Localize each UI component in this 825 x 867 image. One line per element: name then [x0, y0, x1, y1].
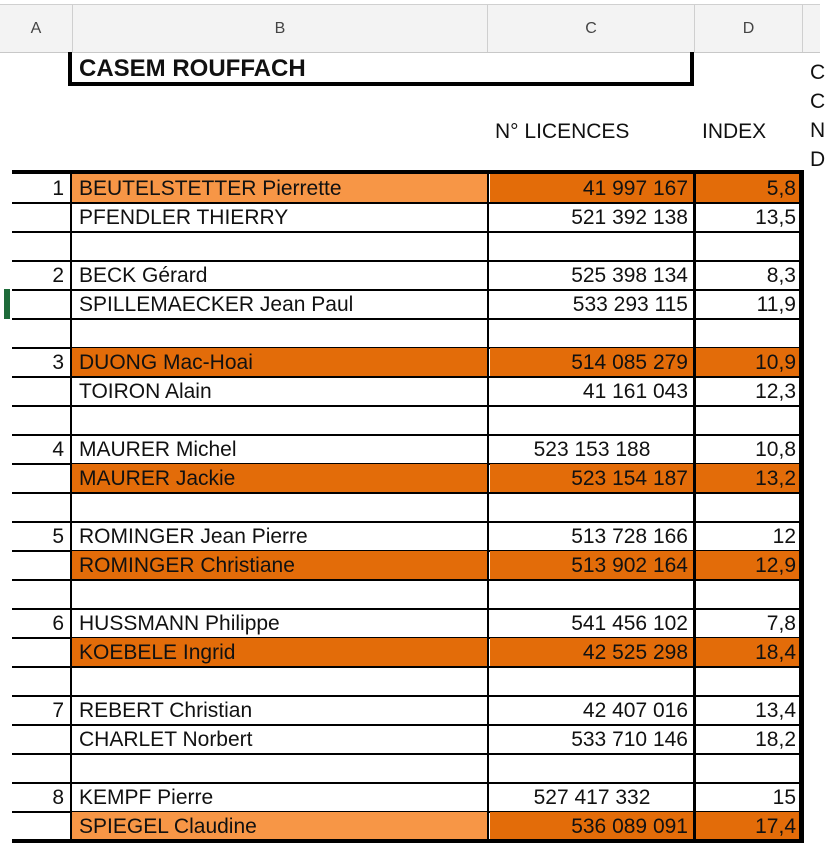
player-name-cell[interactable]: SPILLEMAECKER Jean Paul — [79, 293, 354, 316]
licence-cell[interactable]: 521 392 138 — [571, 206, 688, 229]
pair-number-cell[interactable]: 5 — [52, 525, 64, 548]
index-cell[interactable]: 11,9 — [756, 293, 796, 316]
pair-number-cell[interactable] — [12, 580, 70, 609]
index-cell[interactable]: 18,2 — [755, 728, 796, 751]
index-cell[interactable] — [696, 754, 800, 783]
pair-number-cell[interactable] — [12, 319, 70, 348]
pair-number-cell[interactable] — [12, 290, 70, 319]
licence-cell[interactable]: 41 161 043 — [582, 380, 688, 403]
licence-cell[interactable]: 536 089 091 — [571, 815, 688, 838]
licence-cell[interactable] — [490, 754, 694, 783]
index-cell[interactable] — [696, 232, 800, 261]
pair-number-cell[interactable] — [12, 406, 70, 435]
index-cell[interactable]: 7,8 — [766, 612, 796, 635]
pair-number-cell[interactable]: 7 — [52, 699, 64, 722]
pair-number-cell[interactable] — [12, 551, 70, 580]
index-cell[interactable]: 10,8 — [755, 438, 796, 461]
player-name-cell[interactable]: KEMPF Pierre — [79, 786, 214, 809]
player-name-cell[interactable]: ROMINGER Jean Pierre — [79, 525, 308, 548]
side-char: N — [810, 119, 825, 142]
licence-cell[interactable]: 513 902 164 — [571, 554, 688, 577]
index-cell[interactable] — [696, 493, 800, 522]
player-name-cell[interactable] — [79, 406, 488, 435]
pair-number-cell[interactable]: 8 — [52, 786, 64, 809]
index-cell[interactable]: 17,4 — [755, 815, 796, 838]
pair-number-cell[interactable]: 3 — [52, 351, 64, 374]
pair-number-cell[interactable] — [12, 754, 70, 783]
licence-cell[interactable] — [490, 667, 694, 696]
licences-header: N° LICENCES — [495, 120, 630, 143]
column-header-e[interactable] — [803, 5, 820, 52]
licence-cell[interactable]: 541 456 102 — [571, 612, 688, 635]
index-cell[interactable]: 5,8 — [766, 177, 796, 200]
licence-cell[interactable]: 533 710 146 — [571, 728, 688, 751]
player-name-cell[interactable]: SPIEGEL Claudine — [79, 815, 257, 838]
index-cell[interactable]: 10,9 — [755, 351, 796, 374]
table-top-border — [12, 170, 802, 174]
side-char: C — [810, 61, 825, 84]
side-char: D — [810, 148, 825, 171]
player-name-cell[interactable]: CHARLET Norbert — [79, 728, 253, 751]
column-header-d[interactable]: D — [695, 5, 803, 52]
index-cell[interactable] — [696, 319, 800, 348]
pair-number-cell[interactable] — [12, 493, 70, 522]
index-cell[interactable] — [696, 580, 800, 609]
pair-number-cell[interactable] — [12, 812, 70, 841]
column-header-b[interactable]: B — [73, 5, 488, 52]
index-cell[interactable]: 12,3 — [755, 380, 796, 403]
player-name-cell[interactable] — [79, 493, 488, 522]
licence-cell[interactable]: 41 997 167 — [582, 177, 688, 200]
player-name-cell[interactable]: PFENDLER THIERRY — [79, 206, 289, 229]
index-header: INDEX — [702, 120, 767, 143]
licence-cell[interactable]: 513 728 166 — [571, 525, 688, 548]
column-border — [487, 170, 489, 843]
licence-cell[interactable]: 514 085 279 — [571, 351, 688, 374]
player-name-cell[interactable]: TOIRON Alain — [79, 380, 212, 403]
player-name-cell[interactable]: DUONG Mac-Hoai — [79, 351, 253, 374]
column-header-bar — [0, 4, 820, 53]
side-char: C — [810, 90, 825, 113]
index-cell[interactable]: 15 — [772, 786, 796, 809]
licence-cell[interactable]: 523 154 187 — [571, 467, 688, 490]
table-bottom-border — [12, 839, 802, 843]
licence-cell[interactable] — [490, 493, 694, 522]
licence-cell[interactable] — [490, 319, 694, 348]
index-cell[interactable]: 12 — [772, 525, 796, 548]
player-name-cell[interactable]: REBERT Christian — [79, 699, 253, 722]
column-border — [70, 170, 72, 843]
index-cell[interactable] — [696, 667, 800, 696]
player-name-cell[interactable]: MAURER Michel — [79, 438, 237, 461]
licence-cell[interactable]: 533 293 115 — [572, 293, 688, 316]
pair-number-cell[interactable] — [12, 377, 70, 406]
player-name-cell[interactable] — [79, 232, 488, 261]
sheet-title: CASEM ROUFFACH — [79, 55, 306, 82]
pair-number-cell[interactable] — [12, 638, 70, 667]
pair-number-cell[interactable] — [12, 725, 70, 754]
player-name-cell[interactable] — [79, 580, 488, 609]
player-name-cell[interactable]: BEUTELSTETTER Pierrette — [79, 177, 342, 200]
row-selection-marker — [4, 289, 10, 319]
pair-number-cell[interactable]: 1 — [52, 177, 64, 200]
player-name-cell[interactable]: ROMINGER Christiane — [79, 554, 295, 577]
licence-cell[interactable] — [490, 406, 694, 435]
index-cell[interactable]: 12,9 — [755, 554, 796, 577]
licence-cell[interactable]: 42 407 016 — [582, 699, 688, 722]
player-name-cell[interactable] — [79, 754, 488, 783]
player-name-cell[interactable] — [79, 319, 488, 348]
column-header-a[interactable]: A — [0, 5, 73, 52]
pair-number-cell[interactable] — [12, 203, 70, 232]
pair-number-cell[interactable] — [12, 667, 70, 696]
index-cell[interactable]: 13,5 — [755, 206, 796, 229]
column-border — [799, 170, 804, 843]
licence-cell[interactable]: 523 153 188 — [533, 438, 651, 461]
index-cell[interactable]: 18,4 — [755, 641, 796, 664]
licence-cell[interactable]: 42 525 298 — [582, 641, 688, 664]
licence-cell[interactable]: 525 398 134 — [571, 264, 688, 287]
column-border — [693, 170, 696, 843]
pair-number-cell[interactable] — [12, 464, 70, 493]
pair-number-cell[interactable]: 4 — [52, 438, 64, 461]
player-name-cell[interactable]: MAURER Jackie — [79, 467, 236, 490]
index-cell[interactable]: 8,3 — [766, 264, 796, 287]
player-name-cell[interactable]: KOEBELE Ingrid — [79, 641, 236, 664]
player-name-cell[interactable]: BECK Gérard — [79, 264, 208, 287]
licence-cell[interactable] — [490, 580, 694, 609]
index-cell[interactable]: 13,2 — [755, 467, 796, 490]
pair-number-cell[interactable]: 6 — [52, 612, 64, 635]
licence-cell[interactable] — [490, 232, 694, 261]
index-cell[interactable] — [696, 406, 800, 435]
player-name-cell[interactable] — [79, 667, 488, 696]
index-cell[interactable]: 13,4 — [755, 699, 796, 722]
licence-cell[interactable]: 527 417 332 — [533, 786, 651, 809]
pair-number-cell[interactable]: 2 — [52, 264, 64, 287]
column-header-c[interactable]: C — [488, 5, 695, 52]
player-name-cell[interactable]: HUSSMANN Philippe — [79, 612, 280, 635]
pair-number-cell[interactable] — [12, 232, 70, 261]
